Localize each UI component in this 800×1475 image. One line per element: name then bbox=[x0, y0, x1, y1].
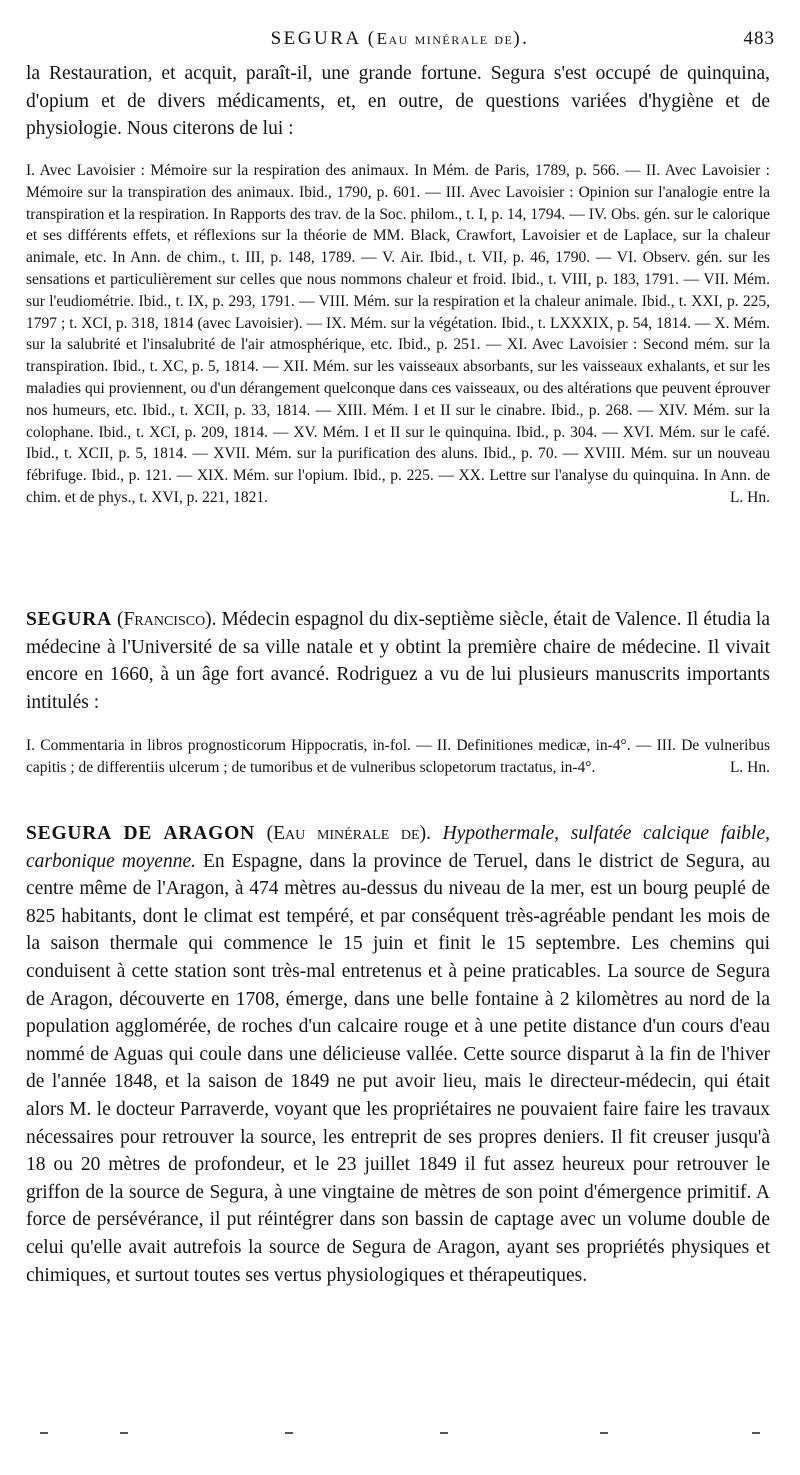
entry-francisco-headword: SEGURA bbox=[26, 609, 113, 630]
entry-segura-de-aragon bbox=[26, 820, 770, 1289]
running-head-title bbox=[0, 28, 800, 50]
bibliography-block-1 bbox=[26, 160, 770, 509]
entry-aragon-paragraph bbox=[26, 820, 770, 1289]
footer-dash bbox=[40, 1432, 48, 1434]
footer-dash bbox=[120, 1432, 128, 1434]
bibliography-block-2 bbox=[26, 735, 770, 779]
bibliography-1-text: I. Avec Lavoisier : Mémoire sur la respiration des animaux. In Mém. de Paris, 1789, p. 566. — II. Avec Lavoisier : Mémoire sur la transpiration des animaux. Ibid., 1790, p. 601. — III. Avec Lavoisier : Opinion sur l'analogie entre la transpiration et la respiration. In Rapports des trav. de la Soc. philom., t. I, p. 14, 1794. — IV. Obs. gén. sur le calorique et ses différents effets, et réflexions sur la théorie de MM. Black, Crawfort, Lavoisier et de Laplace, sur la chaleur animale, etc. In Ann. de chim., t. III, p. 148, 1789. — V. Air. Ibid., t. VII, p. 46, 1790. — VI. Observ. gén. sur les sensations et particulièrement sur celles que nous nommons chaleur et froid. Ibid., t. VIII, p. 183, 1791. — VII. Mém. sur l'eudiométrie. Ibid., t. IX, p. 293, 1791. — VIII. Mém. sur la respiration et la chaleur animale. Ibid., t. XXI, p. 225, 1797 ; t. XCI, p. 318, 1814 (avec Lavoisier). — IX. Mém. sur la végétation. Ibid., t. LXXXIX, p. 54, 1814. — X. Mém. sur la salubrité et l'insalubrité de l'air atmosphérique, etc. Ibid., p. 251. — XI. Avec Lavoisier : Second mém. sur la transpiration. Ibid., t. XC, p. 5, 1814. — XII. Mém. sur les vaisseaux absorbants, sur les vaisseaux exhalants, et sur les maladies qui proviennent, ou d'un dérangement quelconque dans ces vaisseaux, ou des altérations que peuvent éprouver nos humeurs, etc. Ibid., t. XCII, p. 33, 1814. — XIII. Mém. I et II sur le cinabre. Ibid., p. 268. — XIV. Mém. sur la colophane. Ibid., t. XCI, p. 209, 1814. — XV. Mém. I et II sur le quinquina. Ibid., p. 304. — XVI. Mém. sur le café. Ibid., t. XCII, p. 5, 1814. — XVII. Mém. sur la purification des aluns. Ibid., p. 70. — XVIII. Mém. sur un nouveau fébrifuge. Ibid., p. 121. — XIX. Mém. sur l'opium. Ibid., p. 225. — XX. Lettre sur l'analyse du quinquina. In Ann. de chim. et de phys., t. XVI, p. 221, 1821. bbox=[26, 162, 770, 506]
footer-dash bbox=[600, 1432, 608, 1434]
bibliography-2-text: I. Commentaria in libros prognosticorum Hippocratis, in-fol. — II. Definitiones medicæ, in-4°. — III. De vulneribus capitis ; de differentiis ulcerum ; de tumoribus et de vulneribus sclopetorum tractatus, in-4°. bbox=[26, 737, 770, 776]
running-head-title-end: ). bbox=[513, 28, 530, 49]
intro-paragraph-block bbox=[26, 60, 770, 143]
entry-aragon-text: En Espagne, dans la province de Teruel, dans le district de Segura, au centre même de l'Aragon, à 474 mètres au-dessus du niveau de la mer, est un bourg peuplé de 825 habitants, dont le climat est tempéré, et par conséquent très-agréable pendant les mois de la saison thermale qui commence le 15 juin et finit le 15 septembre. Les chemins qui conduisent à cette station sont très-mal entretenus et à peine praticables. La source de Segura de Aragon, découverte en 1708, émerge, dans une belle fontaine à 2 kilomètres au nord de la population agglomérée, de roches d'un calcaire rouge et à une petite distance d'un cours d'eau nommé de Aguas qui coule dans une délicieuse vallée. Cette source disparut à la fin de l'hiver de l'année 1848, et la saison de 1849 ne put avoir lieu, mais le directeur-médecin, qui était alors M. le docteur Parraverde, voyant que les propriétaires ne pouvaient faire faire les travaux nécessaires pour retrouver la source, les entreprit de ses propres deniers. Il fit creuser jusqu'à 18 ou 20 mètres de profondeur, et le 23 juillet 1849 il fut assez heureux pour retrouver le griffon de la source de Segura, à une vingtaine de mètres de son point d'émergence primitif. A force de persévérance, il put réintégrer dans son bassin de captage avec un volume double de celui qu'elle avait autrefois la source de Segura de Aragon, ayant ses propriétés physiques et chimiques, et surtout toutes ses vertus physiologiques et thérapeutiques. bbox=[26, 850, 770, 1286]
running-head bbox=[0, 28, 800, 58]
bibliography-1 bbox=[26, 160, 770, 509]
page-number: 483 bbox=[743, 28, 775, 49]
entry-francisco-qualifier: (Francisco). bbox=[117, 609, 217, 630]
intro-paragraph: la Restauration, et acquit, paraît-il, une grande fortune. Segura s'est occupé de quinquina, d'opium et de divers médicaments, et, en outre, de questions variées d'hygiène et de physiologie. Nous citerons de lui : bbox=[26, 63, 770, 140]
entry-aragon-classification: Hypothermale, sulfatée calcique faible, carbonique moyenne. bbox=[26, 823, 770, 872]
running-head-title-smallcaps: Eau minérale de bbox=[376, 29, 514, 48]
entry-francisco-text: Médecin espagnol du dix-septième siècle, était de Valence. Il étudia la médecine à l'Université de sa ville natale et y obtint la première chaire de médecine. Il vivait encore en 1660, à un âge fort avancé. Rodriguez a vu de lui plusieurs manuscrits importants intitulés : bbox=[26, 609, 770, 713]
running-head-title-main: SEGURA ( bbox=[270, 28, 377, 49]
author-signature-1: L. Hn. bbox=[729, 488, 770, 506]
entry-segura-francisco bbox=[26, 606, 770, 716]
footer-dash bbox=[752, 1432, 760, 1434]
author-signature-2: L. Hn. bbox=[729, 758, 770, 776]
footer-dash bbox=[285, 1432, 293, 1434]
entry-aragon-qualifier: (Eau minérale de). bbox=[266, 823, 431, 844]
footer-dash bbox=[440, 1432, 448, 1434]
entry-francisco-paragraph bbox=[26, 606, 770, 716]
bibliography-2 bbox=[26, 735, 770, 779]
entry-aragon-headword: SEGURA DE ARAGON bbox=[26, 823, 255, 844]
footer-marks bbox=[40, 1432, 760, 1442]
